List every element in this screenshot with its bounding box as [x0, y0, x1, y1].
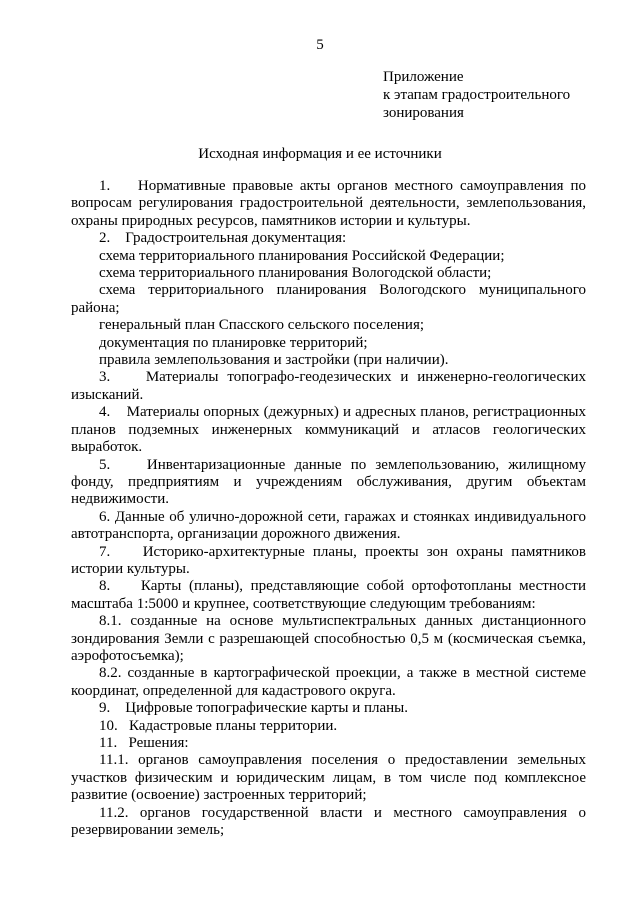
paragraph-3: 3. Материалы топографо-геодезических и инженерно-геологических изысканий.	[71, 369, 586, 403]
paragraph-9: 9. Цифровые топографические карты и планы.	[99, 700, 409, 717]
appendix-line-2: к этапам градостроительного	[383, 87, 571, 103]
document-body	[71, 178, 586, 839]
paragraph-4: 4. Материалы опорных (дежурных) и адресных планов, регистрационных планов подземных инженерных коммуникаций и атласов геологических выработок.	[71, 404, 586, 456]
paragraph-11: 11. Решения:	[99, 735, 189, 751]
appendix-line-3: зонирования	[383, 105, 464, 121]
paragraph-5: 5. Инвентаризационные данные по землепользованию, жилищному фонду, предприятиям и учреждениям обслуживания, другим объектам недвижимости.	[71, 456, 586, 508]
paragraph-8-1: 8.1. созданные на основе мультиспектральных данных дистанционного зондирования Земли с разрешающей способностью 0,5 м (космическая съемка, аэрофотосъемка);	[71, 613, 586, 664]
paragraph-2-item-2: схема территориального планирования Вологодской области;	[99, 265, 492, 282]
paragraph-2-item-1: схема территориального планирования Российской Федерации;	[99, 247, 505, 264]
appendix-heading	[383, 68, 570, 122]
paragraph-2: 2. Градостроительная документация:	[99, 230, 347, 247]
paragraph-7: 7. Историко-архитектурные планы, проекты зон охраны памятников истории культуры.	[71, 543, 586, 577]
paragraph-1: 1. Нормативные правовые акты органов местного самоуправления по вопросам регулирования градостроительной деятельности, землепользования, охраны природных ресурсов, памятников истории и культуры.	[71, 178, 586, 229]
document-title: Исходная информация и ее источники	[198, 146, 442, 162]
paragraph-2-item-5: документация по планировке территорий;	[99, 334, 368, 351]
paragraph-10: 10. Кадастровые планы территории.	[99, 717, 338, 734]
paragraph-11-1: 11.1. органов самоуправления поселения о предоставлении земельных участков физическим и юридическим лицам, в том числе под комплексное развитие (освоение) застроенных территорий;	[71, 752, 586, 804]
paragraph-8: 8. Карты (планы), представляющие собой ортофотопланы местности масштаба 1:5000 и крупнее, соответствующие следующим требованиям:	[71, 578, 586, 612]
paragraph-6: 6. Данные об улично-дорожной сети, гаражах и стоянках индивидуального автотранспорта, организации дорожного движения.	[71, 508, 586, 543]
page-number: 5	[316, 37, 324, 53]
paragraph-8-2: 8.2. созданные в картографической проекции, а также в местной системе координат, определенной для кадастрового округа.	[71, 665, 586, 699]
paragraph-2-item-6: правила землепользования и застройки (при наличии).	[99, 352, 449, 369]
paragraph-11-2: 11.2. органов государственной власти и местного самоуправления о резервировании земель;	[71, 804, 586, 839]
paragraph-2-item-4: генеральный план Спасского сельского поселения;	[99, 317, 425, 334]
paragraph-2-item-3: схема территориального планирования Вологодского муниципального района;	[71, 282, 586, 316]
appendix-line-1: Приложение	[383, 69, 464, 85]
